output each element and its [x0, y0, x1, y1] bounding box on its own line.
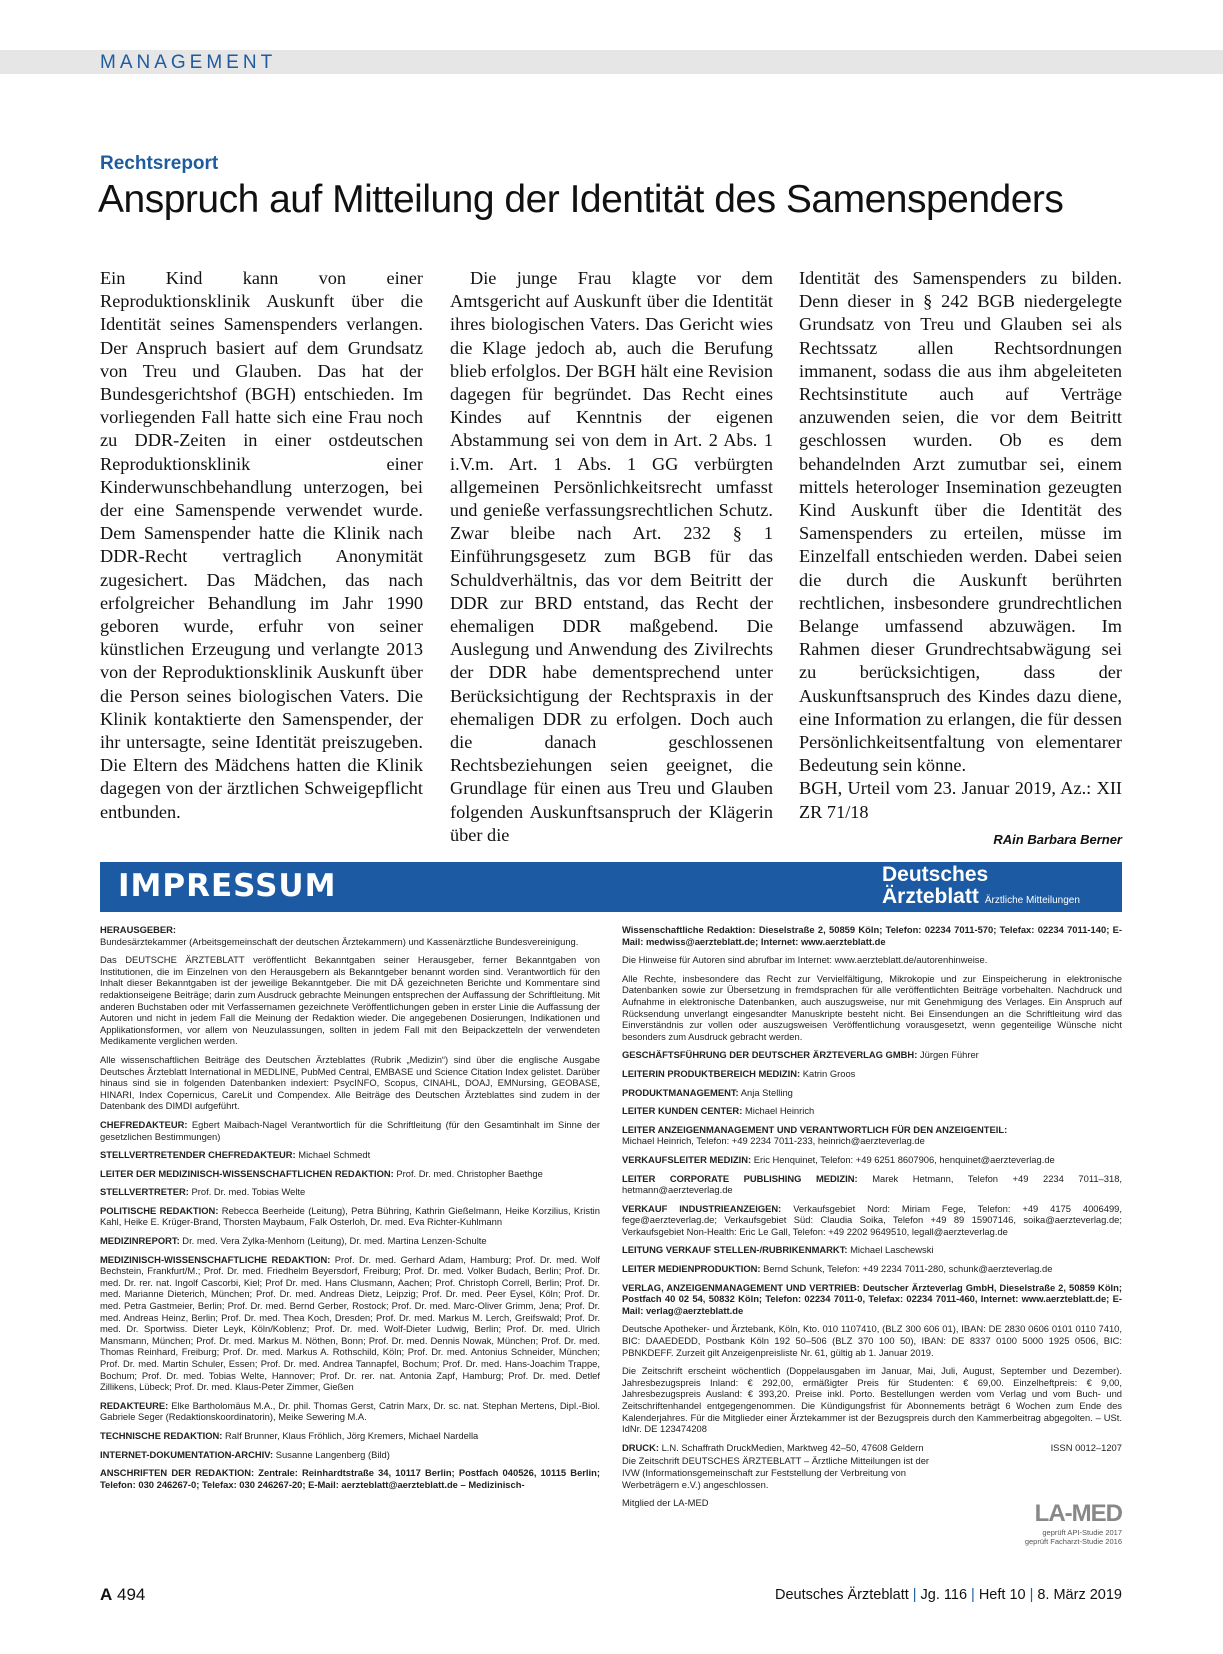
- impressum-entry: Das DEUTSCHE ÄRZTEBLATT veröffentlicht Bekanntgaben seiner Herausgeber, ferner Bekanntgaben von Institutionen, die im Einzelnen von den Herausgebern als Bekanntgeber benannt worden sind. Verantwortlich für den Inhalt dieser Bekanntgaben ist der jeweilige Bekanntgeber. Die mit DÄ gezeichneten Berichte und Kommentare sind redaktionseigene Beiträge; darin zum Ausdruck gebrachte Meinungen entsprechen der Auffassung der Schriftleitung. Mit anderen Buchstaben oder mit Verfassernamen gezeichnete Veröffentlichungen geben in erster Linie die Auffassung der Autoren und nicht in jedem Fall die Meinung der Redaktion wieder. Die angegebenen Dosierungen, Indikationen und Applikationsformen, vor allem von Neuzulassungen, sollten in jedem Fall mit den Beipackzetteln der verwendeten Medikamente verglichen werden.: [100, 954, 600, 1047]
- impressum-right-column: [622, 924, 1122, 1516]
- impressum-entry: LEITERIN PRODUKTBEREICH MEDIZIN: Katrin Groos: [622, 1067, 856, 1079]
- ivw-notice: Die Zeitschrift DEUTSCHES ÄRZTEBLATT – Ärztliche Mitteilungen ist der IVW (Informationsgemeinschaft zur Feststellung der Verbreitung von Werbeträgern e.V.) angeschlossen.: [622, 1455, 930, 1490]
- impressum-entry: Deutsche Apotheker- und Ärztebank, Köln, Kto. 010 1107410, (BLZ 300 606 01), IBAN: DE 2830 0606 0101 0110 7410, BIC: DAAEDEDD, Postbank Köln 192 50–506 (BLZ 370 100 50), IBAN: DE 8337 0100 5000 1925 0506, BIC: PBNKDEFF. Zurzeit gilt Anzeigenpreisliste Nr. 61, gültig ab 1. Januar 2019.: [622, 1323, 1122, 1358]
- impressum-entry: CHEFREDAKTEUR: Egbert Maibach-Nagel Verantwortlich für die Schriftleitung (für den Gesamtinhalt im Sinne der gesetzlichen Bestimmungen): [100, 1118, 600, 1142]
- article-kicker: Rechtsreport: [100, 153, 219, 174]
- impressum-entry: VERKAUFSLEITER MEDIZIN: Eric Henquinet, Telefon: +49 6251 8607906, henquinet@aerzteverlag.de: [622, 1153, 1055, 1165]
- impressum-left-column: [100, 924, 600, 1497]
- impressum-entry: Die Zeitschrift erscheint wöchentlich (Doppelausgaben im Januar, Mai, Juli, August, September und Dezember). Jahresbezugspreis Inland: € 292,00, ermäßigter Preis für Studenten: € 69,00. Einzelheftpreis: € 9,00, Jahresbezugspreis Ausland: € 393,20. Preise inkl. Porto. Bestellungen werden vom Verlag und vom Buch- und Zeitschriftenhandel entgegengenommen. Die Kündigungsfrist für Abonnements beträgt 6 Wochen zum Ende des Kalenderjahres. Für die Mitglieder einer Ärztekammer ist der Bezugspreis durch den Kammerbeitrag abgegolten. – USt. IdNr. DE 123474208: [622, 1365, 1122, 1435]
- impressum-entry: HERAUSGEBER: Bundesärztekammer (Arbeitsgemeinschaft der deutschen Ärztekammern) und Kassenärztliche Bundesvereinigung.: [100, 924, 579, 947]
- footer-citation: [775, 1587, 1122, 1603]
- page-number-value: 494: [117, 1585, 146, 1604]
- footer-separator: |: [912, 1587, 917, 1603]
- section-bar: [0, 50, 1223, 74]
- impressum-header: [100, 862, 1122, 912]
- logo-subtitle: Ärztliche Mitteilungen: [984, 895, 1080, 906]
- impressum-entry: REDAKTEURE: Elke Bartholomäus M.A., Dr. phil. Thomas Gerst, Catrin Marx, Dr. sc. nat. Stephan Mertens, Dipl.-Biol. Gabriele Seger (Redaktionskoordinatorin), Meike Sewering M.A.: [100, 1399, 600, 1423]
- impressum-entry: MEDIZINISCH-WISSENSCHAFTLICHE REDAKTION: Prof. Dr. med. Gerhard Adam, Hamburg; Prof. Dr. med. Wolf Bechstein, Frankfurt/M.; Prof. Dr. med. Friedhelm Beyersdorf, Freiburg; Prof. Dr. med. Volker Budach, Berlin; Prof. Dr. med. Dr. rer. nat. Ingolf Cascorbi, Kiel; Prof Dr. med. Hans Clusmann, Aachen; Prof. Christoph Correll, Berlin; Prof. Dr. med. Marianne Dieterich, München; Prof. Dr. med. Andreas Dietz, Leipzig; Prof. Dr. med. Peer Eysel, Köln; Prof. Dr. med. Petra Gastmeier, Berlin; Prof. Dr. med. Bernd Gerber, Rostock; Prof. Dr. med. Marc-Oliver Grimm, Jena; Prof. Dr. med. Andreas Heinz, Berlin; Prof. Dr. med. Thea Koch, Dresden; Prof. Dr. med. Markus M. Lerch, Greifswald; Prof. Dr. med. Dr. Sportwiss. Dieter Leyk, Köln/Koblenz; Prof. Dr. med. Wolf-Dieter Ludwig, Berlin; Prof. Dr. med. Ulrich Mansmann, München; Prof. Dr. med. Markus M. Nöthen, Bonn; Prof. Dr. med. Dennis Nowak, München; Prof. Dr. med. Thomas Reinhard, Freiburg; Prof. Dr. med. Markus A. Rothschild, Köln; Prof. Dr. med. Antonius Schneider, München; Prof. Dr. med. Martin Schuler, Essen; Prof. Dr. med. Andrea Tannapfel, Bochum; Prof. Dr. med. Hans-Joachim Trappe, Bochum; Prof. Dr. med. Tobias Welte, Hannover; Prof. Dr. rer. nat. Antonia Zapf, Hamburg; Prof. Dr. med. Detlef Zillikens, Lübeck; Prof. Dr. med. Klaus-Peter Zimmer, Gießen: [100, 1253, 600, 1393]
- impressum-entry: Wissenschaftliche Redaktion: Dieselstraße 2, 50859 Köln; Telefon: 02234 7011-570; Telefax: 02234 7011-140; E-Mail: medwiss@aerzteblatt.de; Internet: www.aerzteblatt.de: [622, 924, 1123, 947]
- footer-issue: Heft 10: [978, 1587, 1026, 1603]
- footer-volume: Jg. 116: [920, 1587, 968, 1603]
- impressum-entry: LEITER ANZEIGENMANAGEMENT UND VERANTWORTLICH FÜR DEN ANZEIGENTEIL: Michael Heinrich, Telefon: +49 2234 7011-233, heinrich@aerzteverlag.de: [622, 1123, 1008, 1147]
- impressum-entry: STELLVERTRETER: Prof. Dr. med. Tobias Welte: [100, 1186, 306, 1198]
- impressum-entry: LEITER DER MEDIZINISCH-WISSENSCHAFTLICHEN REDAKTION: Prof. Dr. med. Christopher Baethge: [100, 1167, 543, 1179]
- impressum-entry: LEITER CORPORATE PUBLISHING MEDIZIN: Marek Hetmann, Telefon +49 2234 7011–318, hetmann@aerzteverlag.de: [622, 1172, 1123, 1196]
- article-column-3-text: Identität des Samenspenders zu bilden. Denn dieser in § 242 BGB niedergelegte Grundsatz von Treu und Glauben sei als Rechtssatz allen Rechtsordnungen immanent, sodass die aus ihm abgeleiteten Rechtsinstitute auch auf Verträge anzuwenden seien, die vor dem Beitritt geschlossen wurden. Ob es dem behandelnden Arzt zumutbar sei, einem mittels heterologer Insemination gezeugten Kind Auskunft über die Identität des Samenspenders zu erteilen, müsse im Einzelfall entschieden werden. Dabei seien die durch die Auskunft berührten rechtlichen, insbesondere grundrechtlichen Belange umfassend abzuwägen. Im Rahmen dieser Grundrechtsabwägung sei zu berücksichtigen, dass der Auskunftsanspruch des Kindes dazu diene, eine Information zu erlangen, die für dessen Persönlichkeitsentfaltung von elementarer Bedeutung sein könne.: [799, 268, 1122, 776]
- lamed-badge: [990, 1500, 1122, 1546]
- impressum-entry: LEITUNG VERKAUF STELLEN-/RUBRIKENMARKT: Michael Laschewski: [622, 1244, 934, 1256]
- impressum-entry: GESCHÄFTSFÜHRUNG DER DEUTSCHER ÄRZTEVERLAG GMBH: Jürgen Führer: [622, 1049, 979, 1061]
- logo-line-2-text: Ärzteblatt: [882, 885, 979, 908]
- impressum-entry: LEITER MEDIENPRODUKTION: Bernd Schunk, Telefon: +49 2234 7011-280, schunk@aerzteverlag.de: [622, 1263, 1053, 1275]
- section-label: MANAGEMENT: [100, 52, 277, 73]
- logo-line-2: [882, 886, 1080, 912]
- article-author: RAin Barbara Berner: [993, 831, 1122, 847]
- impressum-entry: TECHNISCHE REDAKTION: Ralf Brunner, Klaus Fröhlich, Jörg Kremers, Michael Nardella: [100, 1429, 479, 1441]
- impressum-entry: Alle Rechte, insbesondere das Recht zur Vervielfältigung, Mikrokopie und zur Einspeicherung in elektronische Datenbanken sowie zur Übersetzung in fremdsprachen für alle veröffentlichten Beiträge vorbehalten. Nachdruck und Aufnahme in elektronische Datenbanken, auch auszugsweise, nur mit Genehmigung des Verlages. Ein Anspruch auf Rücksendung unverlangt eingesandter Manuskripte besteht nicht. Bei Einsendungen an die Schriftleitung wird das Einverständnis zur vollen oder auszugsweisen Veröffentlichung vorausgesetzt, wenn gegenteilige Wünsche nicht besonders zum Ausdruck gebracht werden.: [622, 972, 1122, 1042]
- impressum-entry: DRUCK: L.N. Schaffrath DruckMedien, Marktweg 42–50, 47608 Geldern ISSN 0012–1207: [622, 1441, 1122, 1453]
- article-column-1: Ein Kind kann von einer Reproduktionsklinik Auskunft über die Identität seines Samenspenders verlangen. Der Anspruch basiert auf dem Grundsatz von Treu und Glauben. Das hat der Bundesgerichtshof (BGH) entschieden. Im vorliegenden Fall hatte sich eine Frau noch zu DDR-Zeiten in einer ostdeutschen Reproduktionsklinik einer Kinderwunschbehandlung unterzogen, bei der eine Samenspende verwendet wurde. Dem Samenspender hatte die Klinik nach DDR-Recht vertraglich Anonymität zugesichert. Das Mädchen, das nach erfolgreicher Behandlung im Jahr 1990 geboren wurde, erfuhr von seiner künstlichen Erzeugung und verlangte 2013 von der Reproduktionsklinik Auskunft über die Person seines biologischen Vaters. Die Klinik kontaktierte den Samenspender, der ihr untersagte, seine Identität preiszugeben. Die Eltern des Mädchens hatten die Klinik dagegen von der ärztlichen Schweigepflicht entbunden.: [100, 268, 423, 822]
- article-column-3: [799, 267, 1122, 851]
- footer-date: 8. März 2019: [1037, 1587, 1122, 1603]
- logo-line-1: Deutsches: [882, 863, 989, 886]
- lamed-member: Mitglied der LA-MED: [622, 1497, 709, 1509]
- court-reference: BGH, Urteil vom 23. Januar 2019, Az.: XII ZR 71/18: [799, 778, 1122, 822]
- article-headline: Anspruch auf Mitteilung der Identität des Samenspenders: [98, 178, 1064, 221]
- impressum-entry: MEDIZINREPORT: Dr. med. Vera Zylka-Menhorn (Leitung), Dr. med. Martina Lenzen-Schulte: [100, 1235, 487, 1247]
- page-prefix: A: [100, 1585, 113, 1604]
- impressum-entry: VERLAG, ANZEIGENMANAGEMENT UND VERTRIEB: Deutscher Ärzteverlag GmbH, Dieselstraße 2, 50859 Köln; Postfach 40 02 54, 50832 Köln; Telefon: 02234 7011-0, Telefax: 02234 7011-460, Internet: www.aerzteblatt.de; E-Mail: verlag@aerzteblatt.de: [622, 1281, 1123, 1316]
- impressum-entry: LEITER KUNDEN CENTER: Michael Heinrich: [622, 1105, 815, 1117]
- issn: ISSN 0012–1207: [1050, 1441, 1122, 1453]
- footer-separator: |: [971, 1587, 975, 1603]
- impressum-entry: PRODUKTMANAGEMENT: Anja Stelling: [622, 1086, 793, 1098]
- article-column-2: Die junge Frau klagte vor dem Amtsgericht auf Auskunft über die Identität ihres biologischen Vaters. Das Gericht wies die Klage jedoch ab, auch die Berufung blieb erfolglos. Der BGH hält eine Revision dagegen für begründet. Das Recht eines Kindes auf Kenntnis der eigenen Abstammung sei von dem in Art. 2 Abs. 1 i.V.m. Art. 1 Abs. 1 GG verbürgten allgemeinen Persönlichkeitsrecht umfasst und genieße verfassungsrechtlichen Schutz. Zwar bleibe nach Art. 232 § 1 Einführungsgesetz zum BGB für das Schuldverhältnis, das vor dem Beitritt der DDR zur BRD entstand, das Recht der ehemaligen DDR maßgebend. Die Auslegung und Anwendung des Zivilrechts der DDR habe dementsprechend unter Berücksichtigung der Rechtspraxis in der ehemaligen DDR zu erfolgen. Doch auch die danach geschlossenen Rechtsbeziehungen seien geeignet, die Grundlage für einen aus Treu und Glauben folgenden Auskunftsanspruch der Klägerin über die: [450, 268, 773, 845]
- impressum-entry: POLITISCHE REDAKTION: Rebecca Beerheide (Leitung), Petra Bühring, Kathrin Gießelmann, Heike Korzilius, Kristin Kahl, Heike E. Krüger-Brand, Thorsten Maybaum, Falk Osterloh, Dr. med. Eva Richter-Kuhlmann: [100, 1204, 600, 1228]
- page-number: [100, 1585, 145, 1605]
- impressum-title: IMPRESSUM: [118, 868, 337, 904]
- footer-journal: Deutsches Ärzteblatt: [774, 1587, 909, 1603]
- journal-logo: [882, 864, 1080, 912]
- lamed-sub-1: geprüft API-Studie 2017: [1042, 1528, 1122, 1537]
- footer-separator: |: [1029, 1587, 1034, 1603]
- lamed-sub-2: geprüft Facharzt-Studie 2016: [1024, 1537, 1122, 1546]
- impressum-entry: STELLVERTRETENDER CHEFREDAKTEUR: Michael Schmedt: [100, 1149, 371, 1161]
- impressum-entry: Die Hinweise für Autoren sind abrufbar im Internet: www.aerzteblatt.de/autorenhinweise.: [622, 954, 988, 966]
- lamed-logo: LA-MED: [1034, 1500, 1122, 1527]
- impressum-entry: ANSCHRIFTEN DER REDAKTION: Zentrale: Reinhardtstraße 34, 10117 Berlin; Postfach 040526, 10115 Berlin; Telefon: 030 246267-0; Telefax: 030 246267-20; E-Mail: aerzteblatt@aerzteblatt.de – Medizinisch-: [100, 1467, 600, 1490]
- impressum-entry: INTERNET-DOKUMENTATION-ARCHIV: Susanne Langenberg (Bild): [100, 1448, 390, 1460]
- impressum-entry: VERKAUF INDUSTRIEANZEIGEN: Verkaufsgebiet Nord: Miriam Fege, Telefon: +49 4175 4006499, fege@aerzteverlag.de; Verkaufsgebiet Süd: Claudia Soika, Telefon +49 89 15907146, soika@aerzteverlag.de; Verkaufsgebiet Non-Health: Eric Le Gall, Telefon: +49 2202 9649510, legall@aerzteverlag.de: [622, 1202, 1122, 1237]
- impressum-entry: Alle wissenschaftlichen Beiträge des Deutschen Ärzteblattes (Rubrik „Medizin“) sind über die englische Ausgabe Deutsches Ärzteblatt International in MEDLINE, PubMed Central, EMBASE und Science Citation Index gelistet. Darüber hinaus sind sie in folgenden Datenbanken indexiert: PsycINFO, Scopus, CINAHL, DOAJ, EMNursing, GEOBASE, HINARI, Index Copernicus, CareLit und Compendex. Alle Beiträge des Deutschen Ärzteblattes sind zudem in der Datenbank des DIMDI aufgeführt.: [100, 1053, 600, 1112]
